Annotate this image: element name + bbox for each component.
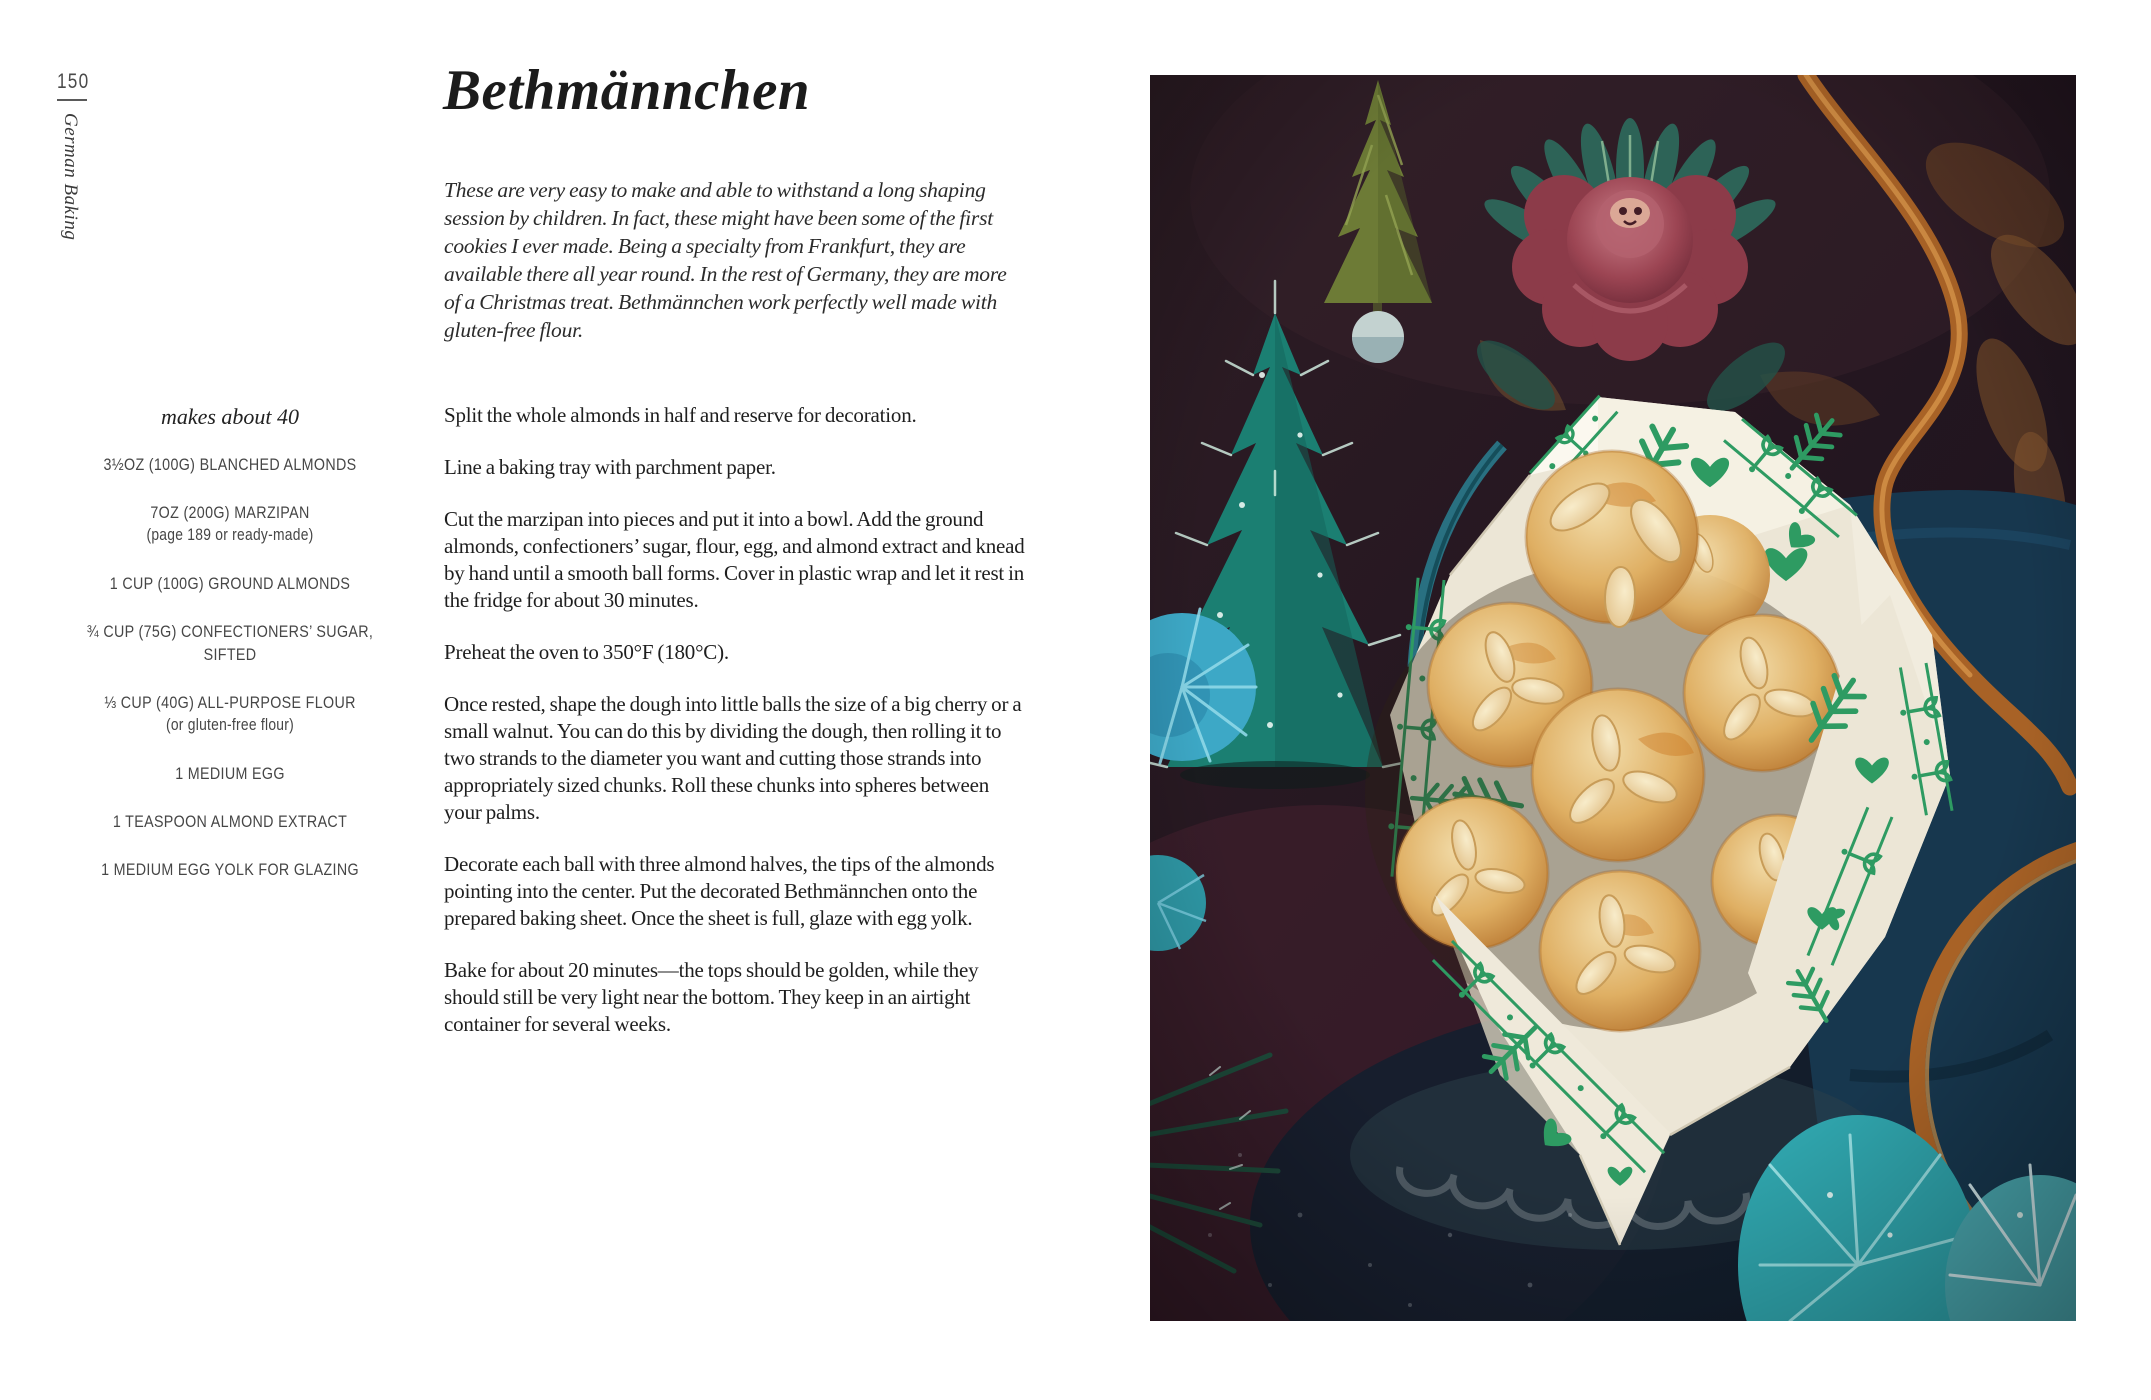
method-paragraph: Split the whole almonds in half and reserve for decoration. — [444, 403, 917, 427]
method-paragraph: Preheat the oven to 350°F (180°C). — [444, 640, 729, 664]
page-number: 150 — [57, 70, 90, 93]
ingredients-list — [52, 453, 408, 881]
method-paragraph: Line a baking tray with parchment paper. — [444, 455, 776, 479]
recipe-intro: These are very easy to make and able to withstand a long shaping session by children. In fact, these might have been some of the first cookies I ever made. Being a specialty from Frankfurt, they are available there all year round. In the rest of Germany, they are more of a Christmas treat. Bethmännchen work perfectly well made with gluten-free flour. — [444, 178, 1007, 342]
section-title-vertical: German Baking — [60, 113, 81, 241]
method-column — [444, 402, 1030, 1063]
ingredient-amount: ⅓ CUP (40G) ALL-PURPOSE FLOUR — [104, 693, 356, 712]
ingredient-item — [80, 762, 379, 785]
recipe-title: Bethmännchen — [443, 59, 811, 122]
folio — [57, 70, 117, 313]
yield-note: makes about 40 — [160, 404, 300, 429]
photo-illustration — [1150, 75, 2076, 1321]
vignette — [1150, 75, 2076, 1321]
ingredient-amount: 3½OZ (100G) BLANCHED ALMONDS — [103, 455, 357, 474]
method-paragraph: Cut the marzipan into pieces and put it into a bowl. Add the ground almonds, confectioners’ sugar, flour, egg, and almond extract and knead by hand until a smooth ball forms. Cover in plastic wrap and let it rest in the fridge for about 30 minutes. — [444, 507, 1025, 612]
folio-rule — [57, 99, 87, 101]
ingredient-item — [80, 501, 379, 547]
ingredient-item — [80, 691, 379, 737]
ingredient-note: (or gluten-free flour) — [165, 716, 295, 734]
ingredient-amount: ¾ CUP (75G) CONFECTIONERS’ SUGAR, SIFTED — [86, 622, 374, 664]
ingredients-column — [52, 404, 408, 906]
method-paragraph: Bake for about 20 minutes—the tops should be golden, while they should still be very light near the bottom. They keep in an airtight container for several weeks. — [444, 958, 979, 1036]
ingredient-amount: 1 MEDIUM EGG YOLK FOR GLAZING — [101, 860, 359, 879]
ingredient-amount: 7OZ (200G) MARZIPAN — [150, 503, 310, 522]
method-paragraph: Once rested, shape the dough into little balls the size of a big cherry or a small walnut. You can do this by dividing the dough, then rolling it to two strands to the diameter you want and cutting those strands into appropriately sized chunks. Roll these chunks into spheres between your palms. — [444, 692, 1022, 824]
ingredient-amount: 1 TEASPOON ALMOND EXTRACT — [112, 812, 348, 831]
ingredient-item — [80, 453, 379, 476]
ingredient-item — [80, 858, 379, 881]
ingredient-item — [80, 620, 379, 666]
method-paragraph: Decorate each ball with three almond halves, the tips of the almonds pointing into the center. Put the decorated Bethmännchen onto the prepared baking sheet. Once the sheet is full, glaze with egg yolk. — [444, 852, 995, 930]
recipe-photo — [1150, 75, 2076, 1321]
ingredient-note: (page 189 or ready-made) — [146, 526, 314, 544]
ingredient-item — [80, 810, 379, 833]
ingredient-amount: 1 MEDIUM EGG — [175, 764, 285, 783]
ingredient-item — [80, 572, 379, 595]
ingredient-amount: 1 CUP (100G) GROUND ALMONDS — [109, 574, 351, 593]
